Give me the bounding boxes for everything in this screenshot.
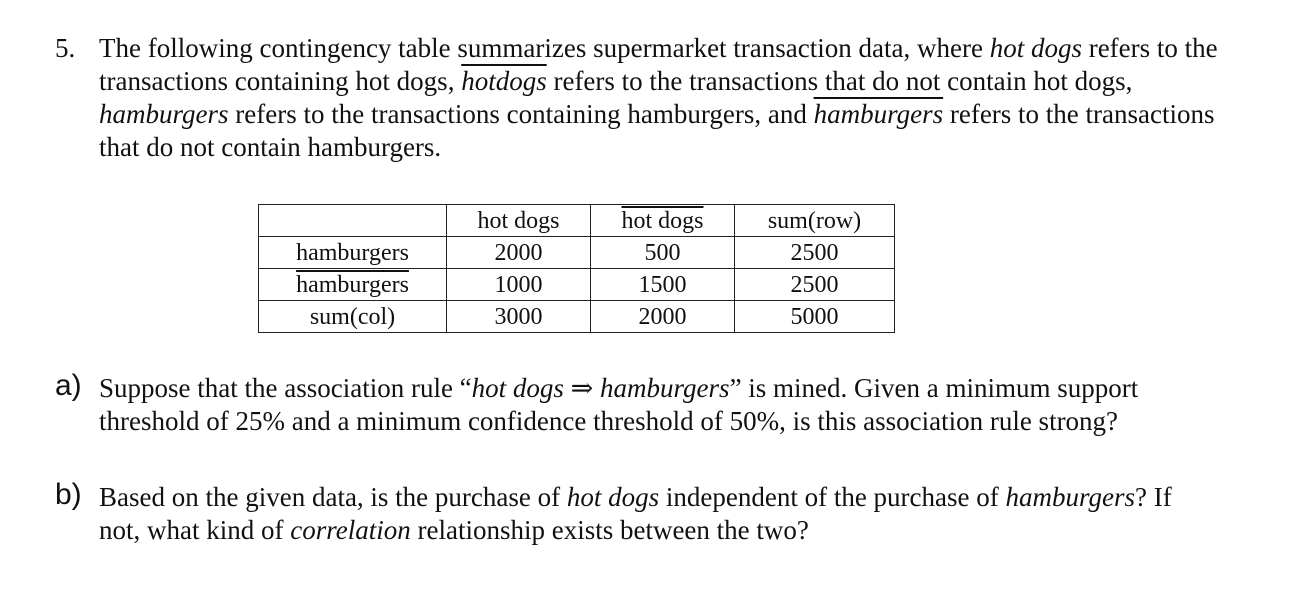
table-cell: 500: [591, 237, 735, 269]
row-label-not-hamburgers-text: hamburgers: [296, 271, 409, 298]
table-cell: 2500: [735, 269, 895, 301]
term-not-hamburgers: hamburgers: [813, 99, 944, 129]
header-not-hot-dogs: [591, 205, 735, 237]
part-a-text-2: ” is mined. Given a minimum support threshold of 25% and a minimum confidence threshold of 50%, is this association rule strong?: [99, 373, 1139, 436]
term-hamburgers: hamburgers: [99, 99, 229, 129]
question-intro: [99, 32, 1219, 164]
term-not-hotdogs: hotdogs: [461, 66, 547, 96]
table-row: [259, 237, 895, 269]
header-hot-dogs: hot dogs: [447, 205, 591, 237]
part-a-label: a): [55, 369, 82, 402]
part-b-text-1: Based on the given data, is the purchase of: [99, 482, 567, 512]
part-b-text-2: independent of the purchase of: [659, 482, 1006, 512]
association-rule: hot dogs ⇒ hamburgers: [471, 373, 730, 403]
part-b-text: [99, 481, 1199, 547]
term-hot-dogs: hot dogs: [989, 33, 1082, 63]
intro-text-3: refers to the transactions that do not contain hot dogs,: [546, 66, 1133, 96]
table-cell: 5000: [735, 301, 895, 333]
table-row: [259, 301, 895, 333]
table-cell: 2000: [591, 301, 735, 333]
part-b-text-4: relationship exists between the two?: [410, 515, 809, 545]
header-not-hot-dogs-label: hot dogs: [621, 207, 704, 234]
row-label-not-hamburgers: [259, 269, 447, 301]
row-label-sum-col: sum(col): [259, 301, 447, 333]
intro-text-2: refers to the transactions containing hot dogs,: [99, 33, 1218, 96]
row-label-hamburgers: hamburgers: [259, 237, 447, 269]
table-header-row: [259, 205, 895, 237]
table-cell: 1500: [591, 269, 735, 301]
part-b-label: b): [55, 478, 82, 511]
question-number: 5.: [55, 33, 76, 63]
header-sum-row: sum(row): [735, 205, 895, 237]
table-cell: 1000: [447, 269, 591, 301]
intro-text-1: The following contingency table summarizes supermarket transaction data, where: [99, 33, 990, 63]
header-blank: [259, 205, 447, 237]
part-a-text: [99, 372, 1199, 438]
table-row: [259, 269, 895, 301]
part-a-text-1: Suppose that the association rule “: [99, 373, 472, 403]
term-correlation: correlation: [290, 515, 411, 545]
table-cell: 2500: [735, 237, 895, 269]
intro-text-5: refers to the transactions that do not contain hamburgers.: [99, 99, 1215, 162]
intro-text-4: refers to the transactions containing hamburgers, and: [228, 99, 814, 129]
table-cell: 3000: [447, 301, 591, 333]
term-hot-dogs-b: hot dogs: [566, 482, 660, 512]
contingency-table: [258, 204, 895, 333]
table-cell: 2000: [447, 237, 591, 269]
part-b-text-3: ? If not, what kind of: [99, 482, 1172, 545]
term-hamburgers-b: hamburgers: [1005, 482, 1136, 512]
